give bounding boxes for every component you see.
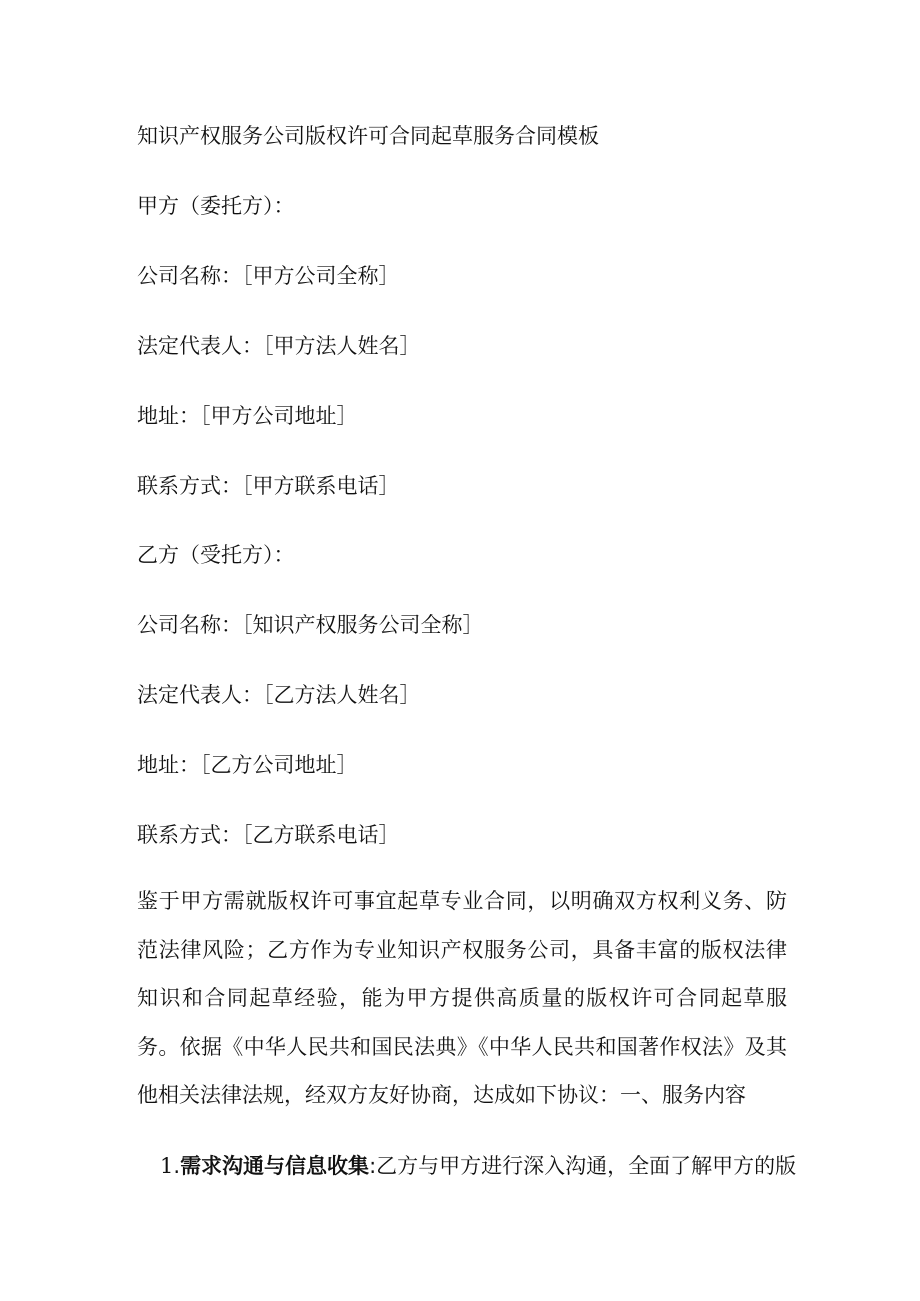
item-text: 乙方与甲方进行深入沟通，全面了解甲方的版 — [376, 1154, 797, 1178]
item-number-separator: . — [173, 1154, 181, 1178]
service-item-1 — [160, 1152, 796, 1180]
party-b-company: 公司名称：［知识产权服务公司全称］ — [137, 613, 484, 637]
party-a-contact: 联系方式：［甲方联系电话］ — [137, 474, 400, 498]
item-number: 1 — [160, 1154, 174, 1178]
preamble-paragraph: 鉴于甲方需就版权许可事宜起草专业合同，以明确双方权利义务、防范法律风险；乙方作为专业知识产权服务公司，具备丰富的版权法律知识和合同起草经验，能为甲方提供高质量的版权许可合同起草服务。依据《中华人民共和国民法典》《中华人民共和国著作权法》及其他相关法律法规，经双方友好协商，达成如下协议：一、服务内容 — [137, 889, 787, 1107]
item-heading: 需求沟通与信息收集 — [180, 1154, 370, 1178]
party-b-address: 地址：［乙方公司地址］ — [137, 753, 358, 777]
party-a-company: 公司名称：［甲方公司全称］ — [137, 264, 400, 288]
party-b-heading: 乙方（受托方）： — [137, 543, 295, 567]
item-colon: : — [369, 1154, 377, 1178]
party-a-address: 地址：［甲方公司地址］ — [137, 404, 358, 428]
document-title: 知识产权服务公司版权许可合同起草服务合同模板 — [137, 124, 599, 148]
party-a-heading: 甲方（委托方）： — [137, 194, 295, 218]
party-b-representative: 法定代表人：［乙方法人姓名］ — [137, 683, 421, 707]
party-a-representative: 法定代表人：［甲方法人姓名］ — [137, 334, 421, 358]
party-b-contact: 联系方式：［乙方联系电话］ — [137, 823, 400, 847]
